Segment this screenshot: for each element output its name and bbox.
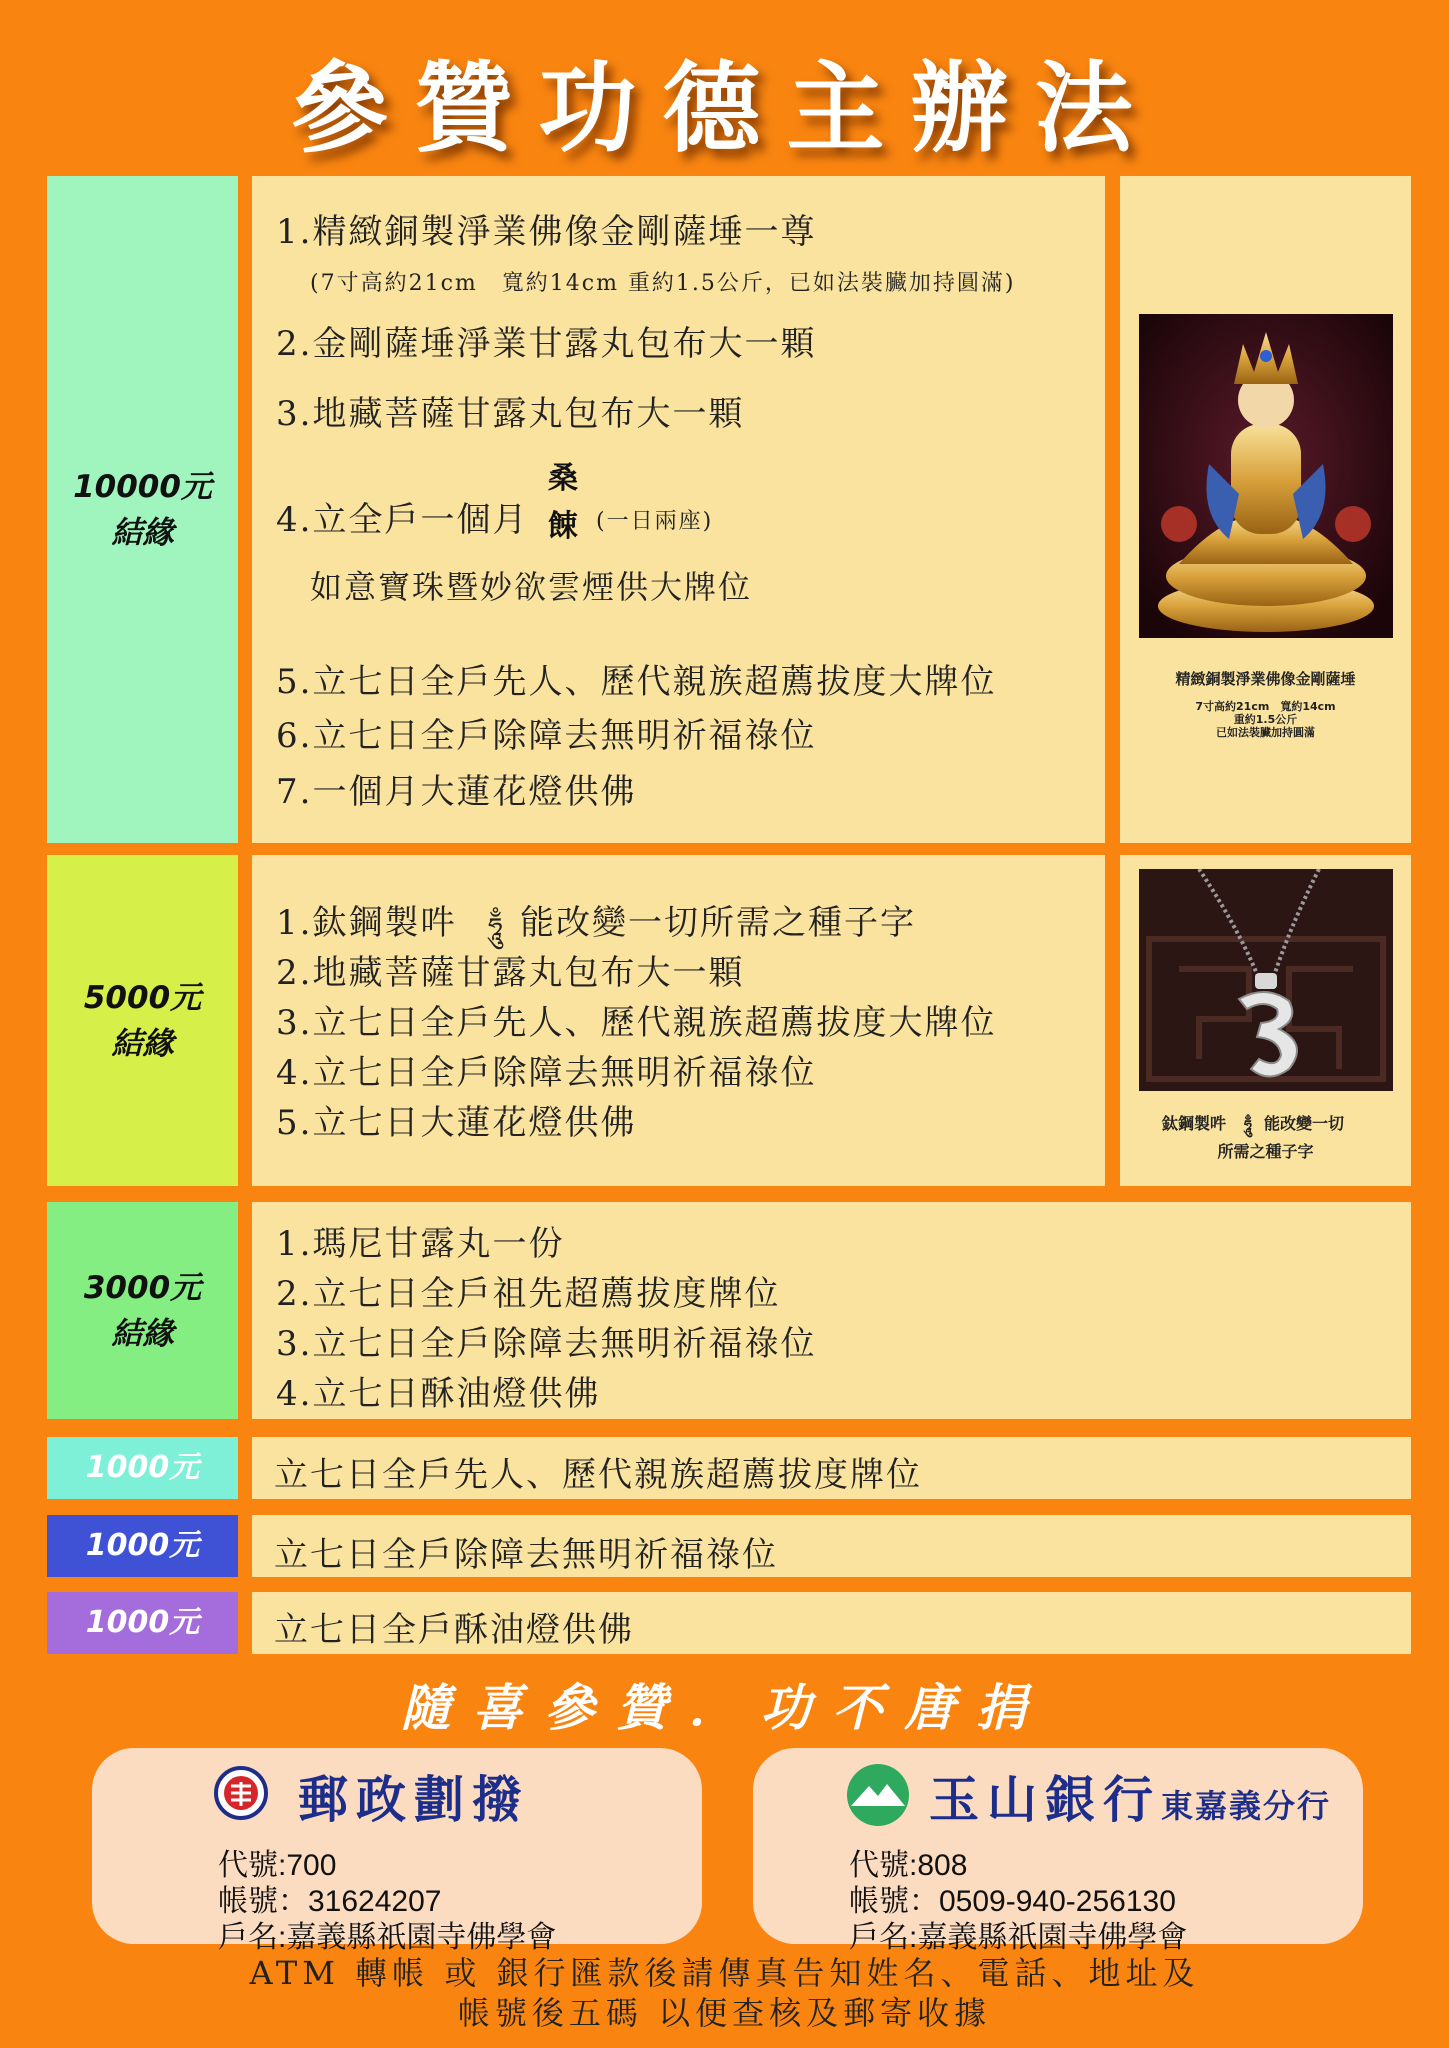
list-item: 2.立七日全戶祖先超薦拔度牌位 <box>276 1274 781 1314</box>
account-holder: 戶名:嘉義縣祇園寺佛學會 <box>849 1921 1188 1954</box>
item-note: (7寸高約21cm 寬約14cm 重約1.5公斤，已如法裝臟加持圓滿) <box>310 271 1016 296</box>
image-caption-line: 7寸高約21cm 寬約14cm <box>1195 700 1336 713</box>
single-1000-label-blessing <box>47 1515 238 1577</box>
tier-amount: 10000元 <box>73 468 212 505</box>
image-caption-line: 重約1.5公斤 <box>1233 713 1298 726</box>
list-item: 4.立全戶一個月 <box>276 500 529 540</box>
page-title: 參贊功德主辦法 <box>290 51 1159 166</box>
image-caption: 鈦鋼製吽 <box>1162 1114 1227 1133</box>
tier-label: 結緣 <box>111 514 174 551</box>
vajrasattva-statue-image <box>1139 314 1393 638</box>
image-caption-line: 已如法裝臟加持圓滿 <box>1216 726 1315 739</box>
list-item: 4.立七日全戶除障去無明祈福祿位 <box>276 1053 817 1093</box>
list-item: 3.立七日全戶先人、歷代親族超薦拔度大牌位 <box>276 1003 997 1043</box>
single-1000-panel-ancestors <box>252 1437 1411 1499</box>
list-item: 1.精緻銅製淨業佛像金剛薩埵一尊 <box>276 212 817 252</box>
tier-10000-label <box>47 176 238 843</box>
pendant-illustration <box>1139 869 1393 1091</box>
sang-char: 桑 <box>548 461 578 496</box>
bank-name-text: 玉山銀行 <box>929 1770 1161 1829</box>
list-item: 立七日全戶除障去無明祈福祿位 <box>274 1535 778 1575</box>
tier-5000-items-panel <box>252 855 1105 1186</box>
list-item: 1.鈦鋼製吽 <box>276 903 457 943</box>
tier-amount: 1000元 <box>85 1528 200 1563</box>
list-item: 5.立七日全戶先人、歷代親族超薦拔度大牌位 <box>276 662 997 702</box>
list-item: 5.立七日大蓮花燈供佛 <box>276 1103 637 1143</box>
esun-bank-logo-icon <box>845 1762 911 1828</box>
tier-label: 結緣 <box>111 1315 174 1352</box>
list-item-continuation: 能改變一切所需之種子字 <box>520 903 916 943</box>
footer-instruction: ATM 轉帳 或 銀行匯款後請傳真告知姓名、電話、地址及 <box>249 1954 1200 1992</box>
list-item: 4.立七日酥油燈供佛 <box>276 1374 601 1414</box>
single-1000-panel-lamp <box>252 1592 1411 1654</box>
bank-name <box>929 1760 1331 1832</box>
bank-code: 代號:700 <box>218 1849 337 1882</box>
image-caption: 精緻銅製淨業佛像金剛薩埵 <box>1175 670 1356 688</box>
bank-name: 郵政劃撥 <box>298 1770 530 1829</box>
tier-amount: 1000元 <box>85 1605 200 1640</box>
caption-line-1 <box>1120 1111 1411 1137</box>
list-item: 2.金剛薩埵淨業甘露丸包布大一顆 <box>276 324 817 364</box>
tier-10000-image-panel <box>1120 176 1411 843</box>
tier-label: 結緣 <box>111 1025 174 1062</box>
hum-seed-small-icon: ཧཱུྃ <box>1244 1118 1252 1134</box>
single-1000-label-ancestors <box>47 1437 238 1499</box>
tier-amount: 5000元 <box>83 979 202 1016</box>
slogan: 隨喜參贊．功不唐捐 <box>400 1678 1049 1737</box>
list-item: 2.地藏菩薩甘露丸包布大一顆 <box>276 953 745 993</box>
tier-amount: 3000元 <box>83 1269 202 1306</box>
hum-pendant-image <box>1139 869 1393 1091</box>
statue-illustration <box>1139 314 1393 638</box>
tier-10000-items-panel <box>252 176 1105 843</box>
postal-logo-icon <box>214 1766 268 1820</box>
bank-code: 代號:808 <box>849 1849 968 1882</box>
list-item: 7.一個月大蓮花燈供佛 <box>276 772 637 812</box>
image-caption: 能改變一切 <box>1264 1114 1345 1133</box>
tier-3000-label <box>47 1202 238 1419</box>
tier-3000-items-panel <box>252 1202 1411 1419</box>
single-1000-label-lamp <box>47 1592 238 1654</box>
tier-5000-label <box>47 855 238 1186</box>
tier-5000-image-panel <box>1120 855 1411 1186</box>
footer-instruction-2: 帳號後五碼 以便查核及郵寄收據 <box>457 1994 992 2032</box>
list-item: 如意寶珠暨妙欲雲煙供大牌位 <box>310 568 753 606</box>
account-holder: 戶名:嘉義縣祇園寺佛學會 <box>218 1921 557 1954</box>
sang-char-2: 餗 <box>548 509 578 544</box>
list-item: 立七日全戶酥油燈供佛 <box>274 1610 634 1650</box>
bank-branch: 東嘉義分行 <box>1161 1787 1332 1825</box>
postal-transfer-card <box>92 1748 702 1954</box>
list-item: 1.瑪尼甘露丸一份 <box>276 1224 565 1264</box>
list-item: 6.立七日全戶除障去無明祈福祿位 <box>276 716 817 756</box>
esun-bank-card <box>753 1748 1363 1954</box>
image-caption: 所需之種子字 <box>1217 1142 1314 1161</box>
tier-amount: 1000元 <box>85 1450 200 1485</box>
bank-account: 帳號：31624207 <box>218 1885 442 1918</box>
bank-account: 帳號：0509-940-256130 <box>849 1885 1176 1918</box>
item-note: (一日兩座) <box>596 509 714 534</box>
list-item: 3.立七日全戶除障去無明祈福祿位 <box>276 1324 817 1364</box>
hum-seed-icon: ཧཱུྃ <box>488 913 503 943</box>
list-item: 3.地藏菩薩甘露丸包布大一顆 <box>276 394 745 434</box>
single-1000-panel-blessing <box>252 1515 1411 1577</box>
list-item: 立七日全戶先人、歷代親族超薦拔度牌位 <box>274 1455 922 1495</box>
